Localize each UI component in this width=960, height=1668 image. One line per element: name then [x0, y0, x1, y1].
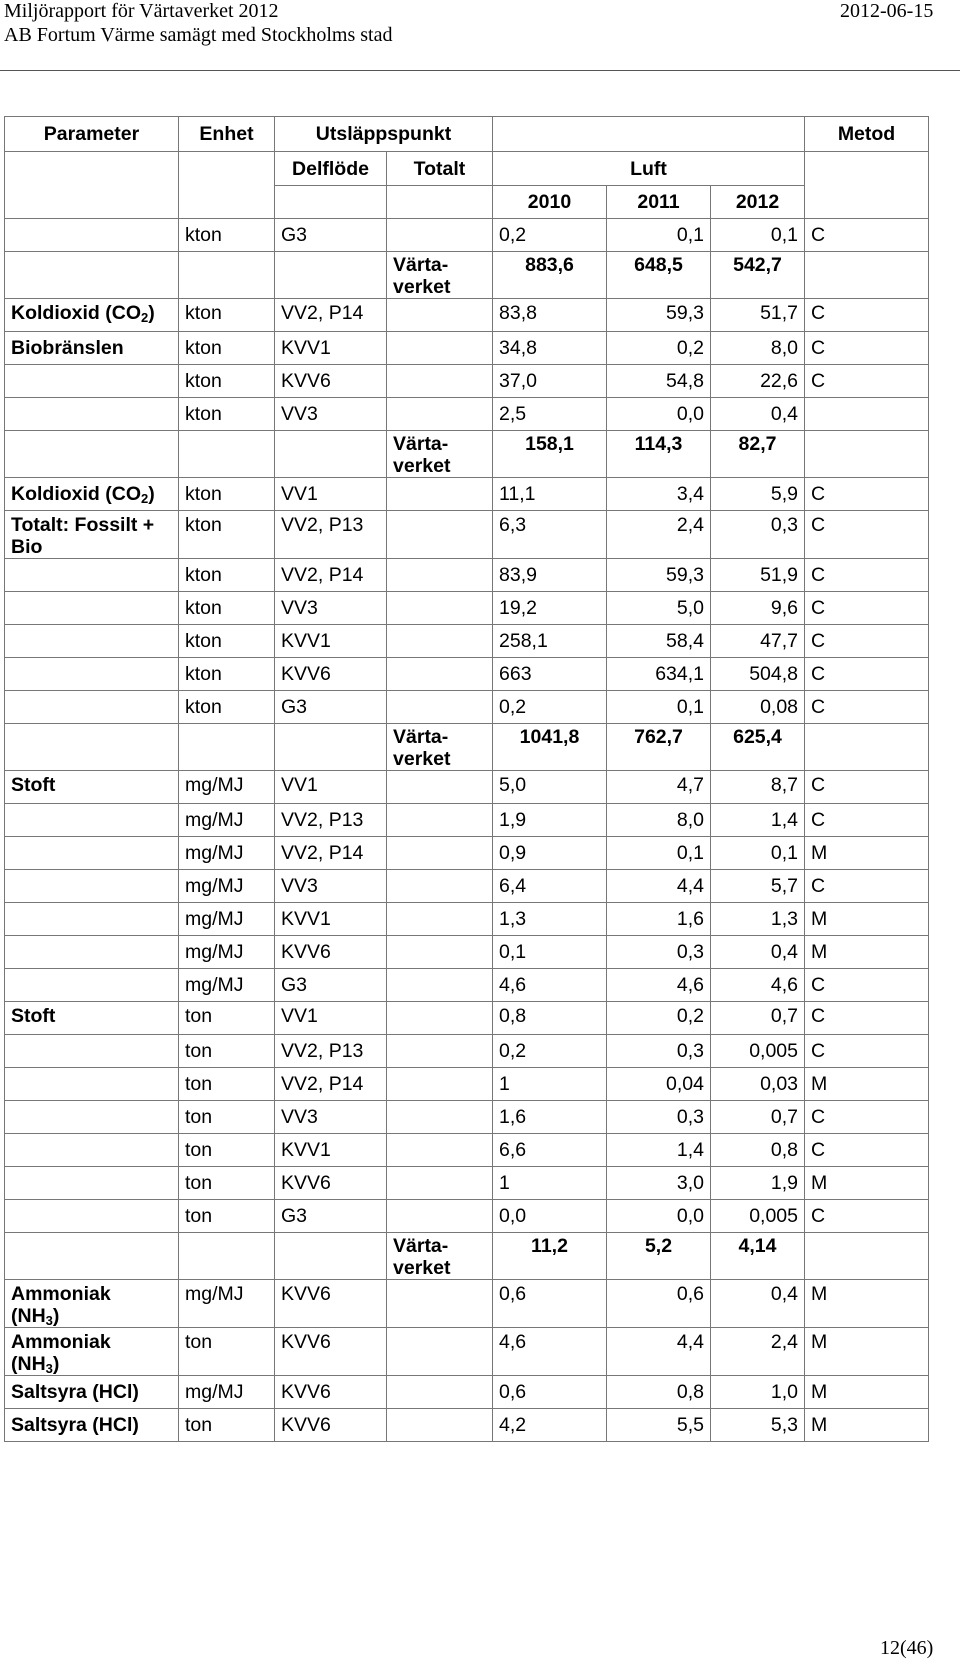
report-subtitle: AB Fortum Värme samägt med Stockholms stad [4, 24, 393, 46]
parameter-cell: Saltsyra (HCl) [5, 1376, 179, 1409]
value-2010: 0,9 [493, 837, 607, 870]
value-2010: 1 [493, 1167, 607, 1200]
total-2010: 158,1 [493, 431, 607, 478]
table-row [5, 724, 929, 771]
method-cell: M [805, 1409, 929, 1442]
table-row [5, 1068, 929, 1101]
emission-point-cell: VV3 [275, 592, 387, 625]
unit-cell: ton [179, 1328, 275, 1376]
emission-point-cell: VV2, P14 [275, 559, 387, 592]
unit-cell: mg/MJ [179, 936, 275, 969]
value-2010: 0,0 [493, 1200, 607, 1233]
emission-point-cell: G3 [275, 1200, 387, 1233]
value-2010: 5,0 [493, 771, 607, 804]
table-row [5, 804, 929, 837]
method-cell: C [805, 365, 929, 398]
emission-point-cell: KVV6 [275, 1280, 387, 1328]
unit-cell: kton [179, 511, 275, 559]
value-2012: 5,7 [711, 870, 805, 903]
value-2012: 8,0 [711, 332, 805, 365]
unit-cell: kton [179, 219, 275, 252]
vartaverket-total-label: Värta- verket [387, 1233, 493, 1280]
parameter-cell [5, 837, 179, 870]
emission-point-cell: KVV6 [275, 365, 387, 398]
table-row [5, 1167, 929, 1200]
value-2011: 0,2 [607, 332, 711, 365]
value-2012: 504,8 [711, 658, 805, 691]
table-row [5, 332, 929, 365]
parameter-cell [5, 398, 179, 431]
table-row [5, 691, 929, 724]
total-2010: 883,6 [493, 252, 607, 299]
parameter-cell [5, 870, 179, 903]
unit-cell: mg/MJ [179, 1376, 275, 1409]
parameter-cell: Stoft [5, 771, 179, 804]
value-2010: 1,3 [493, 903, 607, 936]
parameter-cell [5, 1101, 179, 1134]
emission-point-cell: VV2, P14 [275, 1068, 387, 1101]
parameter-cell [5, 1035, 179, 1068]
value-2011: 2,4 [607, 511, 711, 559]
parameter-cell: Stoft [5, 1002, 179, 1035]
value-2010: 1 [493, 1068, 607, 1101]
method-cell: M [805, 1167, 929, 1200]
method-cell: M [805, 1280, 929, 1328]
table-row [5, 1280, 929, 1328]
header-rule [0, 70, 960, 71]
total-2012: 625,4 [711, 724, 805, 771]
parameter-cell [5, 1233, 179, 1280]
unit-cell: kton [179, 299, 275, 332]
value-2010: 0,6 [493, 1376, 607, 1409]
value-2012: 5,3 [711, 1409, 805, 1442]
header-luft: Luft [493, 152, 805, 186]
table-row [5, 1376, 929, 1409]
value-2012: 2,4 [711, 1328, 805, 1376]
value-2011: 0,0 [607, 1200, 711, 1233]
unit-cell: kton [179, 592, 275, 625]
method-cell: C [805, 771, 929, 804]
total-2011: 114,3 [607, 431, 711, 478]
value-2011: 3,4 [607, 478, 711, 511]
table-row [5, 511, 929, 559]
header-enhet: Enhet [179, 117, 275, 152]
table-row [5, 969, 929, 1002]
value-2011: 0,1 [607, 691, 711, 724]
emission-point-cell: KVV6 [275, 658, 387, 691]
value-2010: 83,8 [493, 299, 607, 332]
emission-point-cell: KVV1 [275, 1134, 387, 1167]
method-cell: C [805, 219, 929, 252]
value-2011: 0,6 [607, 1280, 711, 1328]
value-2011: 0,3 [607, 936, 711, 969]
table-row [5, 478, 929, 511]
value-2010: 2,5 [493, 398, 607, 431]
table-row [5, 936, 929, 969]
method-cell: C [805, 478, 929, 511]
emissions-table [4, 116, 929, 1442]
value-2010: 6,3 [493, 511, 607, 559]
value-2012: 0,8 [711, 1134, 805, 1167]
value-2011: 0,3 [607, 1101, 711, 1134]
value-2012: 0,08 [711, 691, 805, 724]
value-2012: 47,7 [711, 625, 805, 658]
method-cell: C [805, 1200, 929, 1233]
vartaverket-total-label: Värta- verket [387, 252, 493, 299]
method-cell: C [805, 332, 929, 365]
method-cell: M [805, 903, 929, 936]
table-row [5, 1409, 929, 1442]
report-title: Miljörapport för Värtaverket 2012 [4, 0, 279, 22]
method-cell: C [805, 1134, 929, 1167]
table-row [5, 1035, 929, 1068]
parameter-cell [5, 1068, 179, 1101]
table-row [5, 771, 929, 804]
header-year-2010: 2010 [493, 186, 607, 219]
emission-point-cell: VV3 [275, 1101, 387, 1134]
method-cell: C [805, 1035, 929, 1068]
value-2011: 0,3 [607, 1035, 711, 1068]
method-cell: C [805, 969, 929, 1002]
method-cell: C [805, 592, 929, 625]
value-2011: 4,4 [607, 870, 711, 903]
value-2011: 5,5 [607, 1409, 711, 1442]
unit-cell: ton [179, 1200, 275, 1233]
parameter-cell [5, 903, 179, 936]
value-2010: 258,1 [493, 625, 607, 658]
value-2011: 0,8 [607, 1376, 711, 1409]
value-2010: 34,8 [493, 332, 607, 365]
emission-point-cell: VV3 [275, 870, 387, 903]
value-2011: 0,0 [607, 398, 711, 431]
value-2012: 0,1 [711, 837, 805, 870]
header-metod: Metod [805, 117, 929, 152]
unit-cell: kton [179, 559, 275, 592]
parameter-cell [5, 592, 179, 625]
value-2011: 54,8 [607, 365, 711, 398]
value-2011: 8,0 [607, 804, 711, 837]
parameter-cell [5, 658, 179, 691]
parameter-cell [5, 1134, 179, 1167]
total-2012: 82,7 [711, 431, 805, 478]
table-row [5, 1002, 929, 1035]
method-cell: M [805, 1328, 929, 1376]
value-2010: 663 [493, 658, 607, 691]
table-row [5, 252, 929, 299]
value-2012: 8,7 [711, 771, 805, 804]
emission-point-cell: KVV6 [275, 1409, 387, 1442]
unit-cell: ton [179, 1068, 275, 1101]
value-2012: 4,6 [711, 969, 805, 1002]
emission-point-cell: VV1 [275, 478, 387, 511]
unit-cell: mg/MJ [179, 837, 275, 870]
value-2011: 634,1 [607, 658, 711, 691]
value-2011: 0,2 [607, 1002, 711, 1035]
method-cell: M [805, 1376, 929, 1409]
table-row [5, 365, 929, 398]
table-row [5, 1200, 929, 1233]
emission-point-cell: KVV6 [275, 936, 387, 969]
parameter-cell: Saltsyra (HCl) [5, 1409, 179, 1442]
parameter-cell [5, 724, 179, 771]
table-row [5, 592, 929, 625]
value-2012: 51,9 [711, 559, 805, 592]
value-2010: 4,6 [493, 1328, 607, 1376]
unit-cell: kton [179, 365, 275, 398]
parameter-cell: Koldioxid $(CO_2)$ [5, 478, 179, 511]
header-parameter: Parameter [5, 117, 179, 152]
unit-cell: mg/MJ [179, 870, 275, 903]
value-2012: 0,005 [711, 1035, 805, 1068]
value-2010: 0,1 [493, 936, 607, 969]
value-2012: 0,4 [711, 398, 805, 431]
emission-point-cell: KVV1 [275, 625, 387, 658]
value-2012: 9,6 [711, 592, 805, 625]
unit-cell: mg/MJ [179, 771, 275, 804]
total-2010: 11,2 [493, 1233, 607, 1280]
unit-cell: kton [179, 398, 275, 431]
value-2011: 59,3 [607, 299, 711, 332]
vartaverket-total-label: Värta- verket [387, 724, 493, 771]
unit-cell: ton [179, 1167, 275, 1200]
page-number: 12(46) [880, 1637, 934, 1659]
emission-point-cell: G3 [275, 969, 387, 1002]
method-cell: M [805, 936, 929, 969]
parameter-cell [5, 252, 179, 299]
value-2011: 0,1 [607, 837, 711, 870]
method-cell: M [805, 837, 929, 870]
value-2011: 4,4 [607, 1328, 711, 1376]
unit-cell: mg/MJ [179, 1280, 275, 1328]
parameter-cell [5, 431, 179, 478]
unit-cell: ton [179, 1409, 275, 1442]
table-row [5, 1134, 929, 1167]
parameter-cell: Ammoniak $(NH_3)$ [5, 1328, 179, 1376]
parameter-cell [5, 1200, 179, 1233]
value-2010: 1,6 [493, 1101, 607, 1134]
emission-point-cell: G3 [275, 219, 387, 252]
value-2011: 1,4 [607, 1134, 711, 1167]
table-row [5, 837, 929, 870]
value-2012: 0,7 [711, 1101, 805, 1134]
value-2010: 83,9 [493, 559, 607, 592]
emission-point-cell: VV2, P14 [275, 837, 387, 870]
value-2012: 1,4 [711, 804, 805, 837]
method-cell: C [805, 658, 929, 691]
header-year-2011: 2011 [607, 186, 711, 219]
header-blank [493, 117, 805, 152]
value-2010: 0,8 [493, 1002, 607, 1035]
value-2010: 1,9 [493, 804, 607, 837]
method-cell: C [805, 691, 929, 724]
method-cell: C [805, 511, 929, 559]
total-2012: 4,14 [711, 1233, 805, 1280]
method-cell: C [805, 804, 929, 837]
value-2010: 6,4 [493, 870, 607, 903]
total-2011: 648,5 [607, 252, 711, 299]
unit-cell: ton [179, 1134, 275, 1167]
value-2012: 0,7 [711, 1002, 805, 1035]
emission-point-cell: KVV6 [275, 1328, 387, 1376]
method-cell: C [805, 299, 929, 332]
value-2012: 0,03 [711, 1068, 805, 1101]
parameter-cell [5, 559, 179, 592]
value-2010: 0,6 [493, 1280, 607, 1328]
value-2011: 1,6 [607, 903, 711, 936]
value-2010: 0,2 [493, 1035, 607, 1068]
parameter-cell [5, 936, 179, 969]
table-row [5, 431, 929, 478]
method-cell [805, 398, 929, 431]
value-2012: 51,7 [711, 299, 805, 332]
unit-cell: ton [179, 1101, 275, 1134]
value-2010: 4,6 [493, 969, 607, 1002]
table-row [5, 219, 929, 252]
value-2010: 0,2 [493, 219, 607, 252]
value-2012: 1,9 [711, 1167, 805, 1200]
total-2011: 762,7 [607, 724, 711, 771]
unit-cell: kton [179, 658, 275, 691]
table-row [5, 903, 929, 936]
value-2012: 0,3 [711, 511, 805, 559]
emission-point-cell: KVV6 [275, 1167, 387, 1200]
value-2010: 11,1 [493, 478, 607, 511]
total-2011: 5,2 [607, 1233, 711, 1280]
table-row [5, 1328, 929, 1376]
unit-cell: ton [179, 1035, 275, 1068]
value-2012: 0,4 [711, 1280, 805, 1328]
value-2010: 6,6 [493, 1134, 607, 1167]
method-cell: C [805, 870, 929, 903]
emission-point-cell: G3 [275, 691, 387, 724]
value-2011: 0,04 [607, 1068, 711, 1101]
table-row [5, 559, 929, 592]
unit-cell: kton [179, 691, 275, 724]
parameter-cell [5, 219, 179, 252]
table-row [5, 398, 929, 431]
value-2011: 0,1 [607, 219, 711, 252]
unit-cell: kton [179, 625, 275, 658]
parameter-cell: Ammoniak $(NH_3)$ [5, 1280, 179, 1328]
header-totalt: Totalt [387, 152, 493, 186]
emission-point-cell: VV2, P13 [275, 1035, 387, 1068]
total-2012: 542,7 [711, 252, 805, 299]
value-2012: 0,4 [711, 936, 805, 969]
emission-point-cell: VV1 [275, 1002, 387, 1035]
value-2011: 4,6 [607, 969, 711, 1002]
value-2011: 3,0 [607, 1167, 711, 1200]
table-row [5, 870, 929, 903]
parameter-cell [5, 365, 179, 398]
parameter-cell [5, 1167, 179, 1200]
emission-point-cell: KVV1 [275, 903, 387, 936]
value-2012: 1,0 [711, 1376, 805, 1409]
method-cell: C [805, 625, 929, 658]
table-row [5, 299, 929, 332]
parameter-cell: Koldioxid $(CO_2)$ [5, 299, 179, 332]
parameter-cell: Biobränslen [5, 332, 179, 365]
unit-cell: mg/MJ [179, 903, 275, 936]
method-cell: C [805, 559, 929, 592]
parameter-cell [5, 691, 179, 724]
header-year-2012: 2012 [711, 186, 805, 219]
parameter-cell [5, 804, 179, 837]
value-2012: 5,9 [711, 478, 805, 511]
emission-point-cell: VV2, P13 [275, 511, 387, 559]
value-2011: 59,3 [607, 559, 711, 592]
value-2011: 58,4 [607, 625, 711, 658]
method-cell: C [805, 1101, 929, 1134]
unit-cell: ton [179, 1002, 275, 1035]
parameter-cell: Totalt: Fossilt + Bio [5, 511, 179, 559]
parameter-cell [5, 625, 179, 658]
emission-point-cell: KVV6 [275, 1376, 387, 1409]
method-cell: M [805, 1068, 929, 1101]
vartaverket-total-label: Värta- verket [387, 431, 493, 478]
value-2012: 1,3 [711, 903, 805, 936]
emission-point-cell: VV2, P14 [275, 299, 387, 332]
emission-point-cell: VV3 [275, 398, 387, 431]
value-2012: 0,1 [711, 219, 805, 252]
table-row [5, 658, 929, 691]
value-2011: 5,0 [607, 592, 711, 625]
table-row [5, 625, 929, 658]
unit-cell: mg/MJ [179, 969, 275, 1002]
value-2010: 4,2 [493, 1409, 607, 1442]
table-row [5, 1233, 929, 1280]
report-date: 2012-06-15 [840, 0, 934, 22]
value-2010: 37,0 [493, 365, 607, 398]
header-utslappspunkt: Utsläppspunkt [275, 117, 493, 152]
value-2012: 0,005 [711, 1200, 805, 1233]
method-cell: C [805, 1002, 929, 1035]
value-2010: 0,2 [493, 691, 607, 724]
emission-point-cell: VV2, P13 [275, 804, 387, 837]
parameter-cell [5, 969, 179, 1002]
total-2010: 1041,8 [493, 724, 607, 771]
value-2012: 22,6 [711, 365, 805, 398]
emission-point-cell: VV1 [275, 771, 387, 804]
header-delflode: Delflöde [275, 152, 387, 186]
unit-cell: kton [179, 332, 275, 365]
value-2010: 19,2 [493, 592, 607, 625]
table-row [5, 1101, 929, 1134]
value-2011: 4,7 [607, 771, 711, 804]
unit-cell: mg/MJ [179, 804, 275, 837]
unit-cell: kton [179, 478, 275, 511]
emission-point-cell: KVV1 [275, 332, 387, 365]
